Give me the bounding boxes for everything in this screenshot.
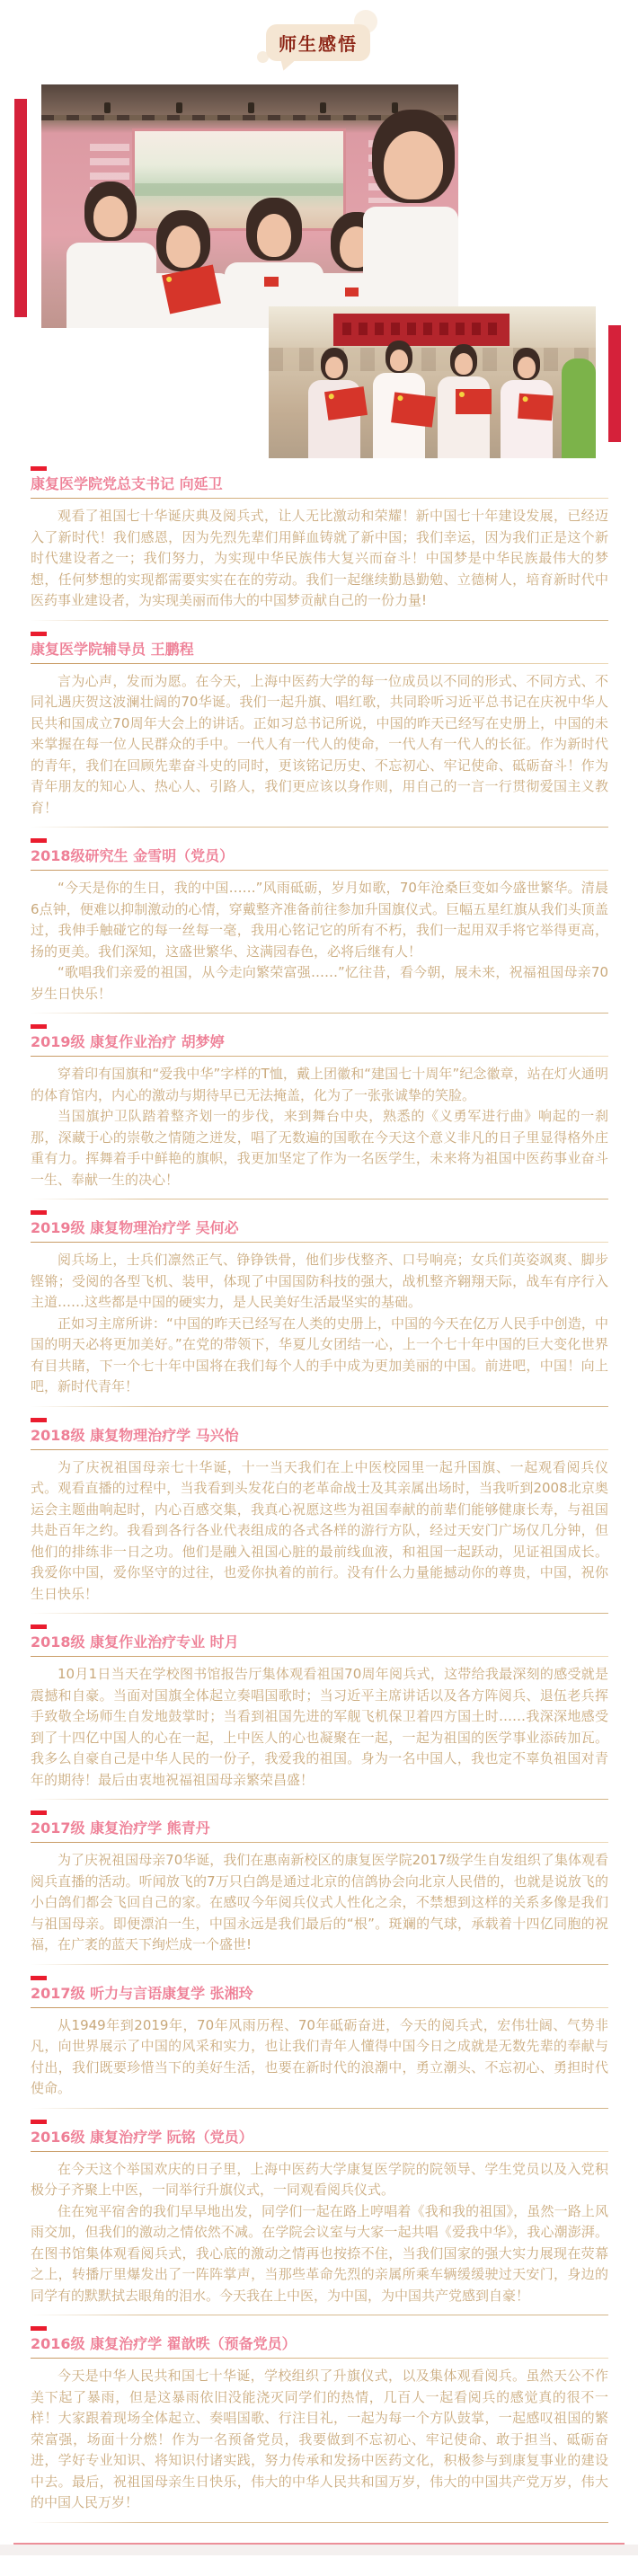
reflection-section: [31, 1418, 608, 1615]
left-accent-bar: [14, 99, 27, 317]
section-heading: 2018级 康复物理治疗学 马兴怡: [31, 1426, 239, 1444]
stage-screen: [135, 131, 343, 228]
reflection-paragraph: 今天是中华人民共和国七十华诞，学校组织了升旗仪式，以及集体观看阅兵。虽然天公不作美下起了暴雨，但是这暴雨依旧没能浇灭同学们的热情，几百人一起看阅兵的感觉真的很不一样！大家跟着现场全体起立、奏唱国歌、行注目礼，一起为每一个方队鼓掌，一起感叹祖国的繁荣富强，场面十分燃！作为一名预备党员，我要做到不忘初心、牢记使命、敢于担当、砥砺奋进，学好专业知识、将知识付诸实践，努力传承和发扬中医药文化，积极参与到康复事业的建设中去。最后，祝祖国母亲生日快乐，伟大的中华人民共和国万岁，伟大的中国共产党万岁，伟大的中国人民万岁！: [31, 2368, 608, 2510]
section-heading: 2018级研究生 金雪明（党员）: [31, 847, 235, 864]
heading-rule: [31, 2151, 608, 2152]
section-heading: 2016级 康复治疗学 阮铭（党员）: [31, 2128, 253, 2146]
reflection-section: [31, 632, 608, 828]
section-heading: 2017级 康复治疗学 熊青丹: [31, 1819, 210, 1837]
reflection-section: [31, 1976, 608, 2109]
section-dash: [31, 1418, 47, 1422]
china-flag: [391, 392, 436, 427]
paragraph-rule: [31, 827, 608, 828]
right-accent-bar: [608, 325, 621, 442]
section-dash: [31, 1624, 47, 1629]
section-heading: 2016级 康复治疗学 翟歆昳（预备党员）: [31, 2335, 297, 2352]
photo-auditorium-selfie: [41, 84, 458, 328]
paragraph-rule: [31, 1406, 608, 1407]
heading-rule: [31, 2358, 608, 2359]
reflection-paragraph: 从1949年到2019年，70年风雨历程、70年砥砺奋进，今天的阅兵式，宏伟壮阔、气势非凡，向世界展示了中国的风采和实力，也让我们青年人懂得中国今日之成就是无数先辈的奉献与付出，我们既要珍惜当下的美好生活，也要在新时代的浪潮中，勇立潮头、不忘初心、勇担时代使命。: [31, 2016, 608, 2096]
paragraph-rule: [31, 620, 608, 621]
reflection-paragraph: 当国旗护卫队踏着整齐划一的步伐，来到舞台中央，熟悉的《义勇军进行曲》响起的一刹那，深藏于心的崇敬之情随之迸发，唱了无数遍的国歌在今天这个意义非凡的日子里显得格外庄重有力。挥舞着手中鲜艳的旗帜，我更加坚定了作为一名医学生，未来将为祖国中医药事业奋斗一生、奉献一生的决心！: [31, 1108, 608, 1188]
page-title: 师生感悟: [279, 33, 358, 55]
reflection-paragraph: 为了庆祝祖国母亲七十华诞，十一当天我们在上中医校园里一起升国旗、一起观看阅兵仪式。观看直播的过程中，当我看到头发花白的老革命战士及其亲属出场时，当我听到2008北京奥运会主题曲响起时，内心百感交集，我真心祝愿这些为祖国奉献的前辈们能够健康长寿，与祖国共赴百年之约。我看到各行各业代表组成的各式各样的游行方队，经过天安门广场仅几分钟，但他们的排练非一日之功。他们是融入祖国心脏的最前线血液，和祖国一起跃动，见证祖国成长。我爱你中国，爱你坚守的过往，也爱你执着的前行。没有什么力量能撼动你的尊贵，中国，祝你生日快乐！: [31, 1458, 608, 1602]
reflection-paragraph: 穿着印有国旗和“爱我中华”字样的T恤，戴上团徽和“建国七十周年”纪念徽章，站在灯火通明的体育馆内，内心的激动与期待早已无法掩盖，化为了一张张诚挚的笑脸。: [31, 1066, 608, 1103]
china-flag: [324, 386, 368, 420]
heading-rule: [31, 2007, 608, 2008]
stage-light: [176, 102, 182, 113]
reflection-section: [31, 1624, 608, 1800]
section-dash: [31, 466, 47, 471]
section-dash: [31, 2120, 47, 2124]
section-dash: [31, 1976, 47, 1980]
heading-rule: [31, 1656, 608, 1657]
paragraph-rule: [31, 1613, 608, 1614]
photo-collage: [0, 81, 638, 466]
reflection-section: [31, 1210, 608, 1407]
section-heading: 康复医学院党总支书记 向延卫: [31, 475, 223, 492]
person-green-shirt: [562, 359, 596, 458]
banner-calligraphy: [342, 323, 501, 335]
paragraph-rule: [31, 2108, 608, 2109]
red-card: [518, 394, 554, 421]
paragraph-rule: [31, 2522, 608, 2523]
reflection-paragraph: “歌唱我们亲爱的祖国，从今走向繁荣富强……”忆往昔，看今朝，展未来，祝福祖国母亲70岁生日快乐！: [31, 964, 608, 1002]
stage-light: [104, 102, 111, 113]
page-header: [0, 0, 638, 81]
section-dash: [31, 1210, 47, 1215]
photo-gym-group: [269, 306, 596, 458]
reflection-section: [31, 2326, 608, 2523]
reflection-paragraph: 在今天这个举国欢庆的日子里，上海中医药大学康复医学院的院领导、学生党员以及入党积极分子齐聚上中医，一同举行升旗仪式，一同观看阅兵仪式。: [31, 2160, 608, 2198]
reflection-paragraph: 观看了祖国七十华诞庆典及阅兵式，让人无比激动和荣耀！新中国七十年建设发展，已经迈入了新时代！我们感恩，因为先烈先辈们用鲜血铸就了新中国；我们幸运，因为我们正是这个新时代建设者之一；我们努力，为实现中华民族伟大复兴而奋斗！中国梦是中华民族最伟大的梦想，任何梦想的实现都需要实实在在的劳动。我们一起继续勤恳勤勉、立德树人，培育新时代中医药事业建设者，为实现美丽而伟大的中国梦贡献自己的一份力量!: [31, 508, 608, 608]
heading-rule: [31, 498, 608, 499]
footer-strip: [0, 2545, 638, 2555]
section-dash: [31, 1024, 47, 1029]
section-heading: 2018级 康复作业治疗专业 时月: [31, 1633, 239, 1651]
reflection-section: [31, 466, 608, 621]
heading-rule: [31, 1242, 608, 1243]
heading-rule: [31, 1842, 608, 1843]
screen-parade-band: [135, 183, 343, 196]
reflection-section: [31, 1810, 608, 1965]
section-dash: [31, 2326, 47, 2331]
paragraph-rule: [31, 1964, 608, 1965]
reflection-section: [31, 2120, 608, 2316]
reflection-paragraph: 为了庆祝祖国母亲70华诞，我们在惠南新校区的康复医学院2017级学生自发组织了集体观看阅兵直播的活动。听闻放飞的7万只白鸽是通过北京的信鸽协会向北京人民借的，也就是说放飞的小白鸽们都会飞回自己的家。在感叹今年阅兵仪式人性化之余，不禁想到这样的关系多像是我们与祖国母亲。即便漂泊一生，中国永远是我们最后的“根”。斑斓的气球，承载着十四亿同胞的祝福，在广袤的蓝天下绚烂成一个盛世!: [31, 1852, 608, 1952]
red-banner: [333, 314, 510, 346]
reflection-section: [31, 1024, 608, 1199]
section-dash: [31, 838, 47, 843]
section-heading: 2017级 听力与言语康复学 张湘玲: [31, 1984, 253, 2002]
stage-light: [320, 102, 326, 113]
reflection-paragraph: “今天是你的生日，我的中国……”风雨砥砺，岁月如歌，70年沧桑巨变如今盛世繁华。清晨6点钟，便难以抑制激动的心情，穿戴整齐准备前往参加升国旗仪式。巨幅五星红旗从我们头顶盖过，我伸手触碰它的每一丝每一毫，我用心铭记它的所有不朽，我们一起用双手将它举得更高，扬的更美。我们深知，这盛世繁华、这满园春色，必将后继有人！: [31, 880, 608, 960]
heading-rule: [31, 870, 608, 871]
reflection-section: [31, 838, 608, 1014]
reflection-paragraph: 正如习主席所讲：“中国的昨天已经写在人类的史册上，中国的今天在亿万人民手中创造，中国的明天必将更加美好。”在党的带领下，华夏儿女团结一心，上一个七十年中国的巨大变化世界有目共睹，下一个七十年中国将在我们每个人的手中成为更加美丽的中国。前进吧，中国！向上吧，新时代青年！: [31, 1315, 608, 1394]
section-dash: [31, 632, 47, 636]
paragraph-rule: [31, 1013, 608, 1014]
section-dash: [31, 1810, 47, 1815]
reflection-paragraph: 阅兵场上，士兵们凛然正气、铮铮铁骨，他们步伐整齐、口号响亮；女兵们英姿飒爽、脚步铿锵；受阅的各型飞机、装甲，体现了中国国防科技的强大，战机整齐翱翔天际，战车有序行入主道……这些都是中国的硬实力，是人民美好生活最坚实的基础。: [31, 1252, 608, 1310]
speech-bubble: [266, 24, 370, 61]
stage-light: [248, 102, 254, 113]
section-heading: 康复医学院辅导员 王鹏程: [31, 640, 194, 658]
red-card: [456, 389, 492, 414]
section-heading: 2019级 康复作业治疗 胡梦婷: [31, 1033, 225, 1050]
heading-rule: [31, 1056, 608, 1057]
reflection-paragraph: 言为心声，发而为愿。在今天，上海中医药大学的每一位成员以不同的形式、不同方式、不同礼遇庆贺这波澜壮阔的70华诞。我们一起升旗、唱红歌，共同聆听习近平总书记在庆祝中华人民共和国成立70周年大会上的讲话。正如习总书记所说，中国的昨天已经写在史册上，中国的未来掌握在每一位人民群众的手中。一代人有一代人的使命，一代人有一代人的长征。作为新时代的青年，我们在回顾先辈奋斗史的同时，更该铭记历史、不忘初心、牢记使命、砥砺奋斗！作为青年朋友的知心人、热心人、引路人，我们更应该以身作则，用自己的一言一行贯彻爱国主义教育！: [31, 672, 608, 816]
reflection-paragraph: 住在宛平宿舍的我们早早地出发，同学们一起在路上哼唱着《我和我的祖国》，虽然一路上风雨交加，但我们的激动之情依然不减。在学院会议室与大家一起共唱《爱我中华》，我心潮澎湃。在图书馆集体观看阅兵式，我心底的激动之情再也按捺不住，当我们国家的强大实力展现在荧幕之上，转播厅里爆发出了一阵阵掌声，当那些革命先烈的亲属所乘车辆缓缓驶过天安门，身边的同学有的默默拭去眼角的泪水。今天我在上中医，为中国，为中国共产党感到自豪！: [31, 2202, 608, 2304]
reflections-list: [31, 466, 608, 2523]
paragraph-rule: [31, 1799, 608, 1800]
heading-rule: [31, 663, 608, 664]
reflection-paragraph: 10月1日当天在学校图书馆报告厅集体观看祖国70周年阅兵式，这带给我最深刻的感受就是震撼和自豪。当面对国旗全体起立奏唱国歌时；当习近平主席讲话以及各方阵阅兵、退伍老兵挥手致敬全场师生自发地鼓掌时；当看到祖国先进的军舰飞机保卫着四方国土时……我深深地感受到了十四亿中国人的心在一起，上中医人的心也凝聚在一起，一起为祖国的医学事业添砖加瓦。我多么自豪自己是中华人民的一份子，我爱我的祖国。身为一名中国人，我也定不辜负祖国对青年的期待！最后由衷地祝福祖国母亲繁荣昌盛！: [31, 1666, 608, 1788]
heading-rule: [31, 1449, 608, 1450]
section-heading: 2019级 康复物理治疗学 吴何必: [31, 1219, 239, 1236]
crowd-background: [269, 348, 596, 371]
